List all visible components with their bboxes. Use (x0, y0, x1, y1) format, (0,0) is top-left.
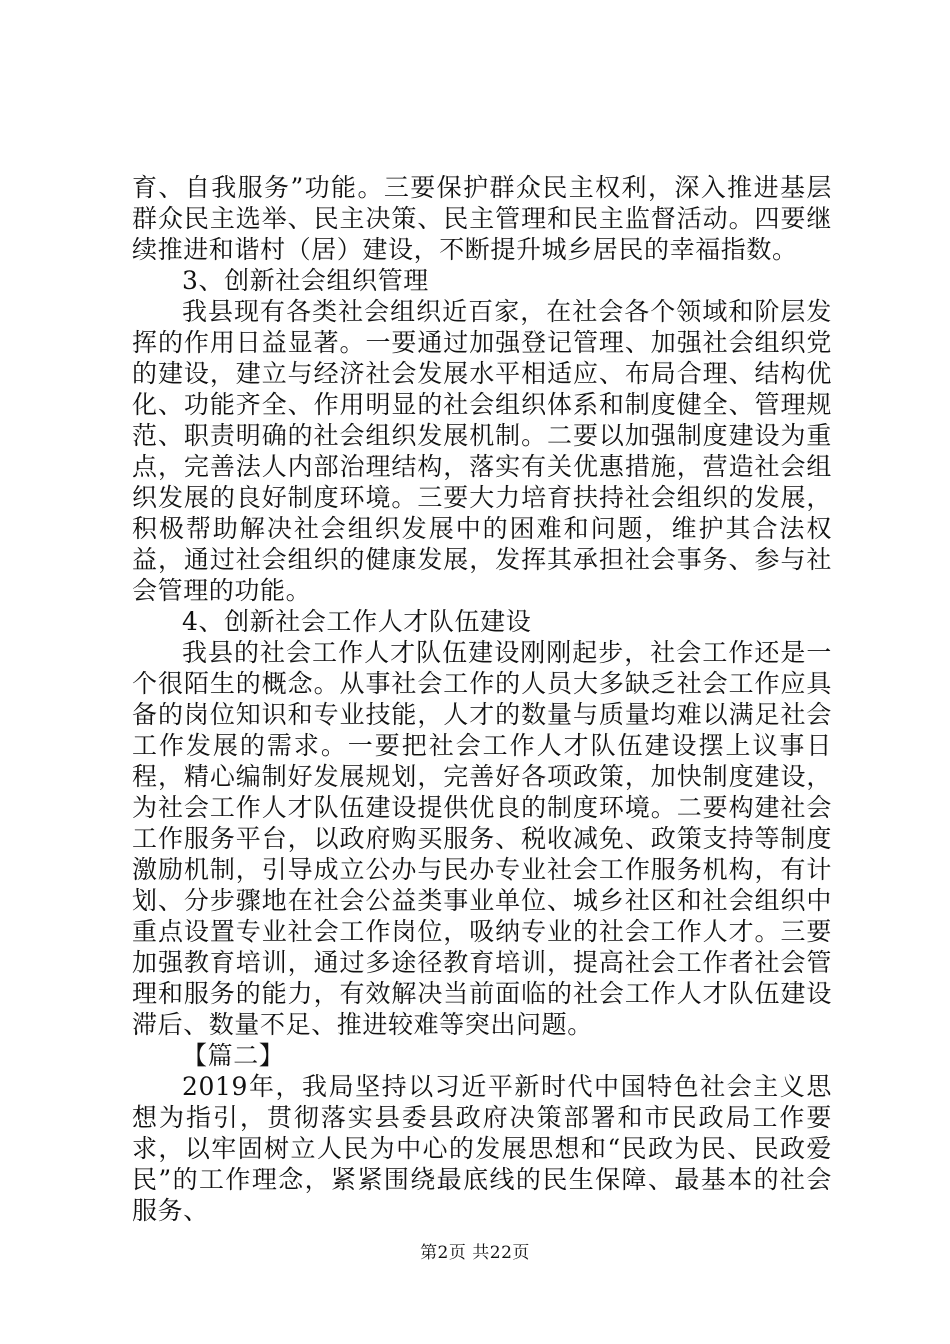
paragraph-social-work-talent: 我县的社会工作人才队伍建设刚刚起步，社会工作还是一个很陌生的概念。从事社会工作的人员大多缺乏社会工作应具备的岗位知识和专业技能，人才的数量与质量均难以满足社会工作发展的需求。一要把社会工作人才队伍建设摆上议事日程，精心编制好发展规划，完善好各项政策，加快制度建设，为社会工作人才队伍建设提供优良的制度环境。二要构建社会工作服务平台，以政府购买服务、税收减免、政策支持等制度激励机制，引导成立公办与民办专业社会工作服务机构，有计划、分步骤地在社会公益类事业单位、城乡社区和社会组织中重点设置专业社会工作岗位，吸纳专业的社会工作人才。三要加强教育培训，通过多途径教育培训，提高社会工作者社会管理和服务的能力，有效解决当前面临的社会工作人才队伍建设滞后、数量不足、推进较难等突出问题。 (132, 638, 832, 1039)
section-heading-3: 3、创新社会组织管理 (182, 266, 429, 295)
section-heading-4: 4、创新社会工作人才队伍建设 (182, 607, 532, 636)
chapter-heading-part-two: 【篇二】 (182, 1041, 285, 1070)
paragraph-2019-summary: 2019年，我局坚持以习近平新时代中国特色社会主义思想为指引，贯彻落实县委县政府决策部署和市民政局工作要求，以牢固树立人民为中心的发展思想和“民政为民、民政爱民”的工作理念，紧紧围绕最底线的民生保障、最基本的社会服务、 (132, 1072, 832, 1225)
document-body (132, 172, 832, 1226)
page-footer: 第2页 共22页 (420, 1243, 530, 1263)
paragraph-continuation: 育、自我服务”功能。三要保护群众民主权利，深入推进基层群众民主选举、民主决策、民主管理和民主监督活动。四要继续推进和谐村（居）建设，不断提升城乡居民的幸福指数。 (132, 173, 832, 264)
paragraph-social-organization: 我县现有各类社会组织近百家，在社会各个领域和阶层发挥的作用日益显著。一要通过加强登记管理、加强社会组织党的建设，建立与经济社会发展水平相适应、布局合理、结构优化、功能齐全、作用明显的社会组织体系和制度健全、管理规范、职责明确的社会组织发展机制。二要以加强制度建设为重点，完善法人内部治理结构，落实有关优惠措施，营造社会组织发展的良好制度环境。三要大力培育扶持社会组织的发展，积极帮助解决社会组织发展中的困难和问题，维护其合法权益，通过社会组织的健康发展，发挥其承担社会事务、参与社会管理的功能。 (132, 297, 832, 605)
